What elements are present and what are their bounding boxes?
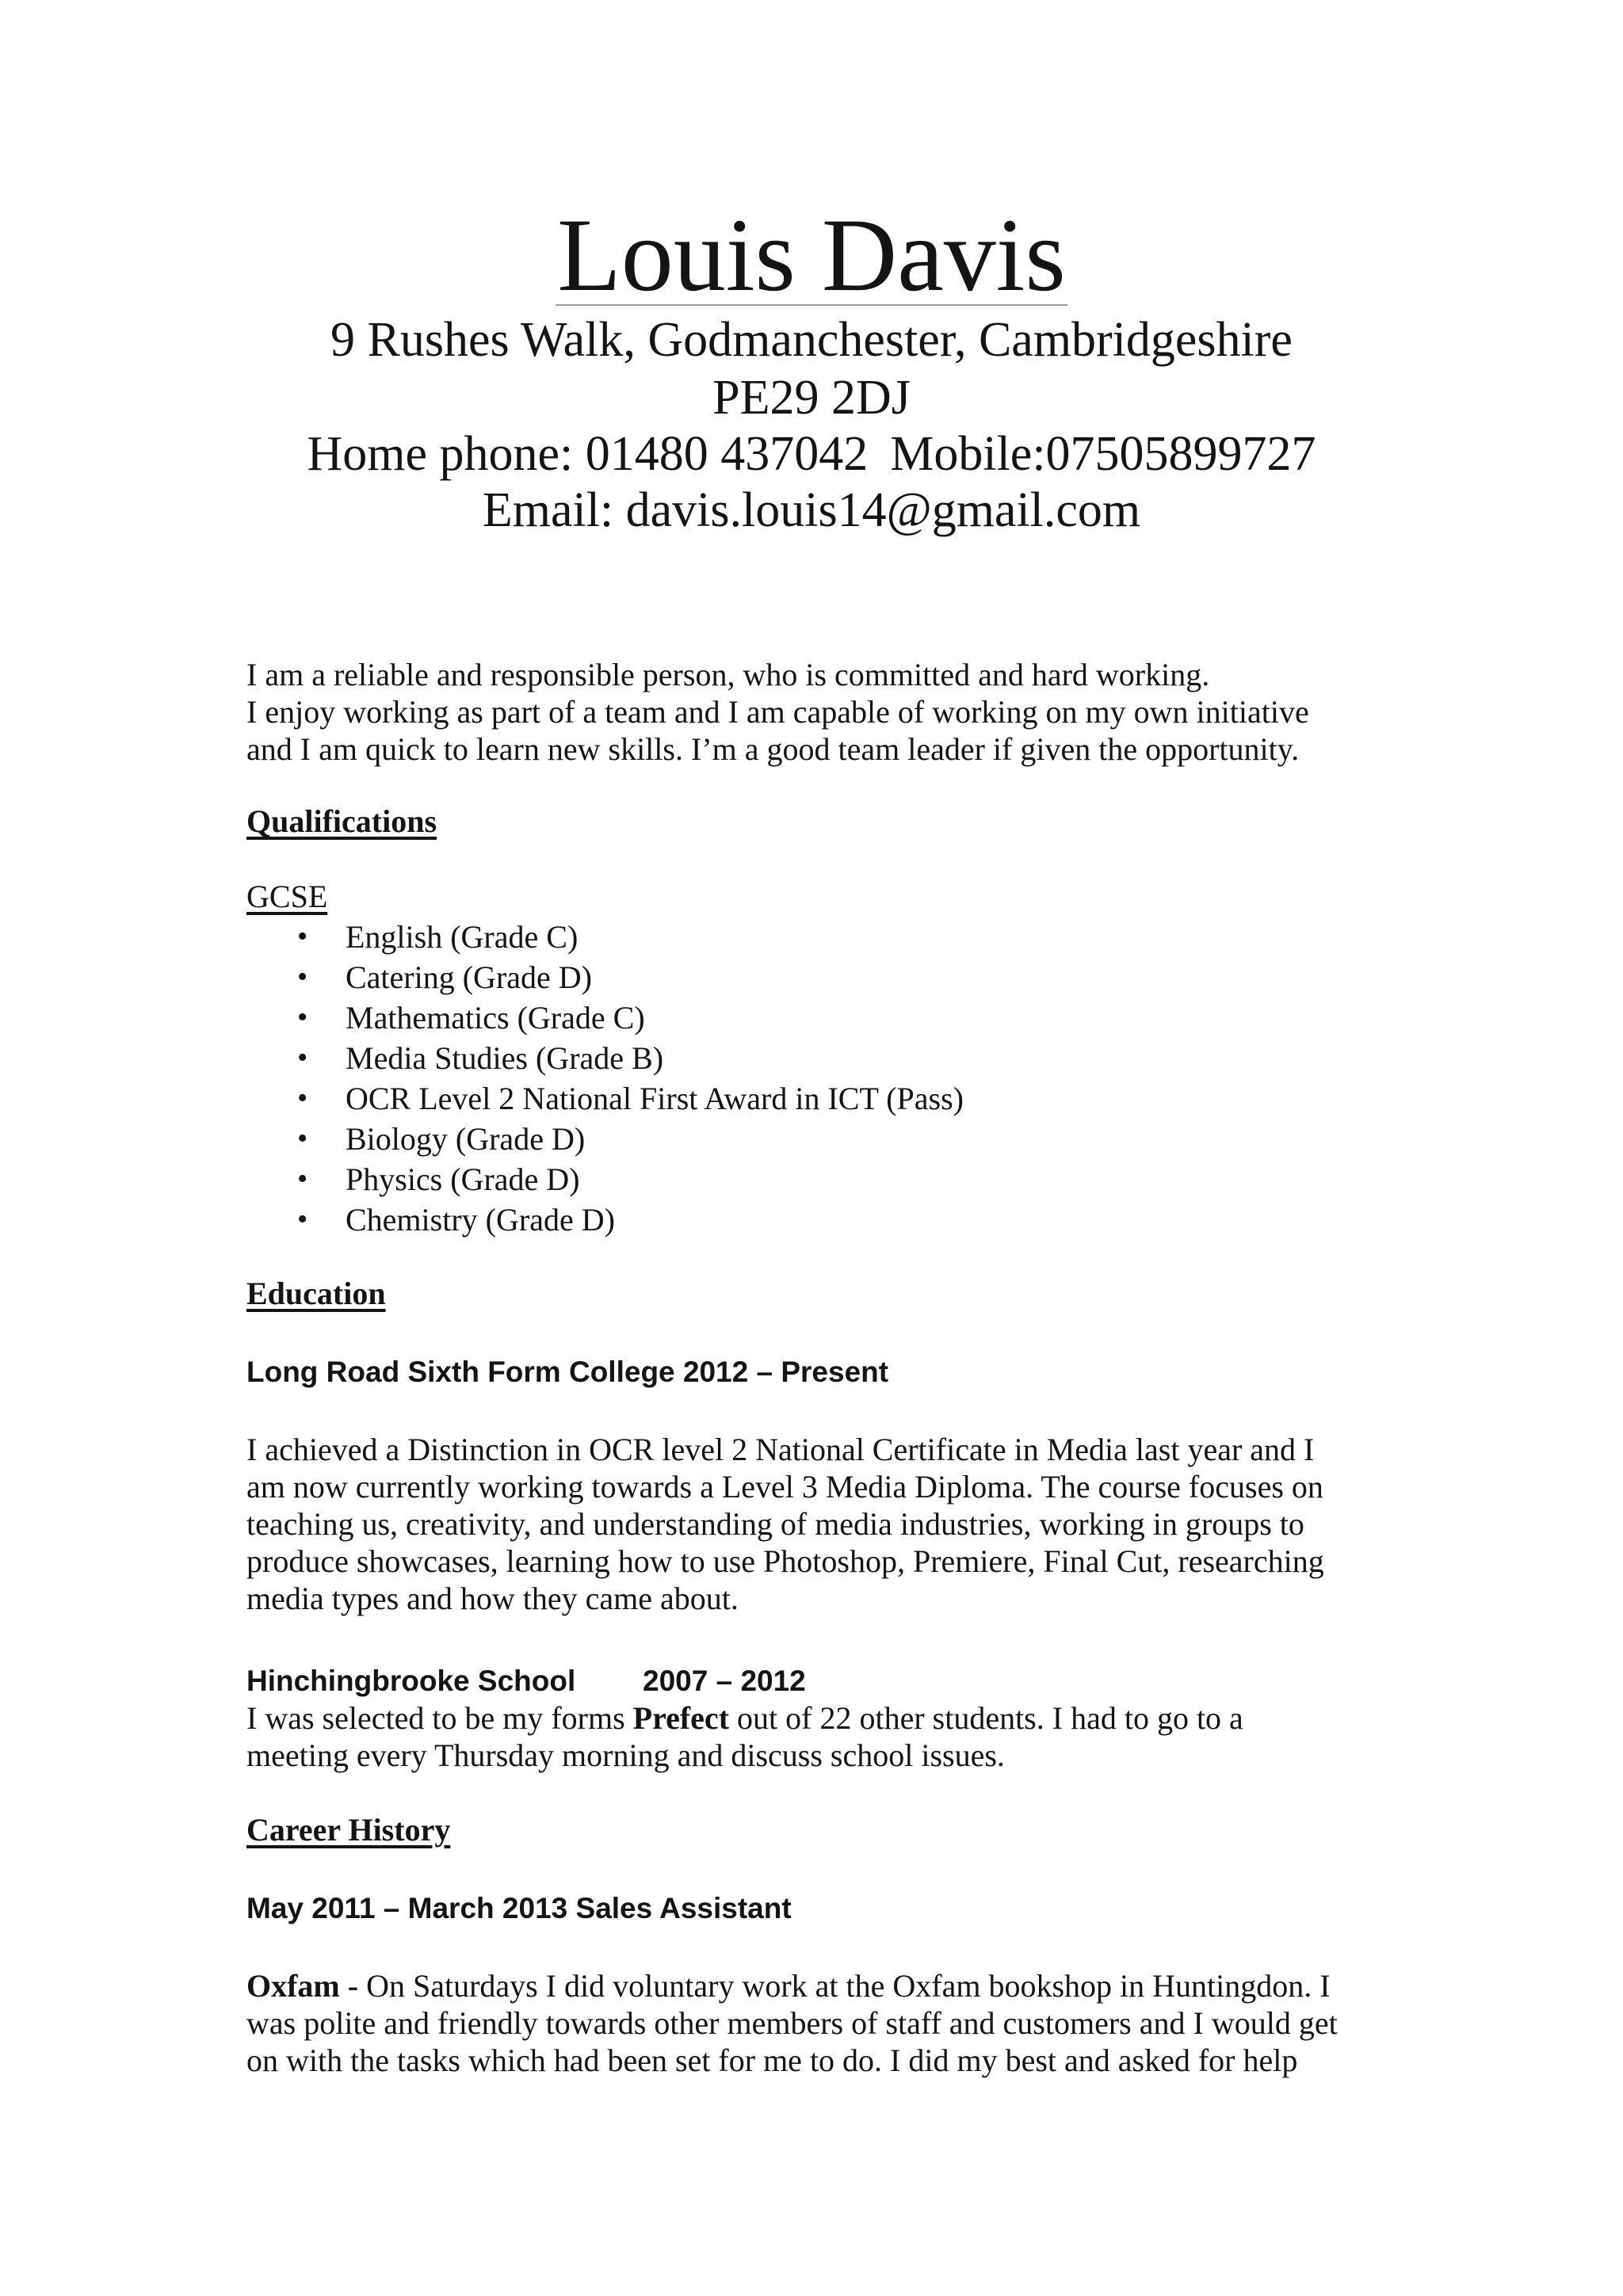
list-item: • English (Grade C)	[246, 917, 964, 957]
school-name: Hinchingbrooke School	[246, 1665, 576, 1697]
candidate-name: Louis Davis	[557, 196, 1066, 313]
bullet-icon: •	[297, 1041, 308, 1074]
email-address: Email: davis.louis14@gmail.com	[482, 483, 1141, 537]
career-heading: Career History	[246, 1812, 451, 1848]
paragraph-line: teaching us, creativity, and understanding of media industries, working in groups to	[246, 1506, 1304, 1542]
paragraph-line: I was selected to be my forms Prefect out of 22 other students. I had to go to a	[246, 1700, 1243, 1736]
employer-name: Oxfam -	[246, 1968, 359, 2004]
address-line-1: 9 Rushes Walk, Godmanchester, Cambridgeshire	[330, 313, 1293, 367]
paragraph-line: Oxfam - On Saturdays I did voluntary work at the Oxfam bookshop in Huntingdon. I	[246, 1968, 1331, 2004]
paragraph-line: produce showcases, learning how to use Photoshop, Premiere, Final Cut, researching	[246, 1543, 1324, 1579]
education-heading: Education	[246, 1276, 386, 1311]
bullet-icon: •	[297, 960, 308, 994]
school-description	[246, 1699, 1435, 1774]
bullet-icon: •	[297, 1122, 308, 1155]
list-item: • Media Studies (Grade B)	[246, 1038, 964, 1078]
list-item: • Catering (Grade D)	[246, 957, 964, 997]
paragraph-line: I achieved a Distinction in OCR level 2 National Certificate in Media last year and I	[246, 1432, 1315, 1467]
paragraph-line: am now currently working towards a Level 3 Media Diploma. The course focuses on	[246, 1469, 1323, 1505]
phone-numbers	[0, 425, 1623, 482]
bullet-icon: •	[297, 1001, 308, 1034]
college-description	[246, 1431, 1435, 1617]
paragraph-line: meeting every Thursday morning and discuss school issues.	[246, 1737, 1005, 1773]
profile-line: and I am quick to learn new skills. I’m a good team leader if given the opportunity.	[246, 731, 1300, 767]
paragraph-line: was polite and friendly towards other members of staff and customers and I would get	[246, 2005, 1338, 2041]
career-description	[246, 1967, 1435, 2079]
profile-line: I am a reliable and responsible person, who is committed and hard working.	[246, 657, 1210, 692]
bullet-icon: •	[297, 920, 308, 953]
list-item: • Mathematics (Grade C)	[246, 997, 964, 1038]
bullet-icon: •	[297, 1203, 308, 1236]
paragraph-line: on with the tasks which had been set for me to do. I did my best and asked for help	[246, 2042, 1298, 2078]
list-item: • OCR Level 2 National First Award in ICT (Pass)	[246, 1078, 964, 1119]
address-postcode: PE29 2DJ	[712, 371, 911, 425]
career-role: May 2011 – March 2013 Sales Assistant	[246, 1892, 792, 1924]
gcse-heading: GCSE	[246, 879, 328, 914]
list-item: • Biology (Grade D)	[246, 1119, 964, 1159]
bullet-icon: •	[297, 1162, 308, 1196]
school-title	[246, 1662, 806, 1699]
qualifications-heading: Qualifications	[246, 803, 437, 839]
profile-summary	[246, 656, 1435, 768]
school-dates: 2007 – 2012	[643, 1665, 806, 1697]
list-item: • Chemistry (Grade D)	[246, 1199, 964, 1240]
college-title: Long Road Sixth Form College 2012 – Present	[246, 1356, 889, 1388]
list-item: • Physics (Grade D)	[246, 1159, 964, 1199]
mobile-phone: Mobile:07505899727	[890, 427, 1316, 481]
prefect-emphasis: Prefect	[632, 1700, 730, 1736]
paragraph-line: media types and how they came about.	[246, 1581, 739, 1616]
gcse-list	[246, 917, 964, 1240]
bullet-icon: •	[297, 1081, 308, 1115]
profile-line: I enjoy working as part of a team and I am capable of working on my own initiative	[246, 694, 1309, 730]
home-phone: Home phone: 01480 437042	[307, 427, 869, 481]
